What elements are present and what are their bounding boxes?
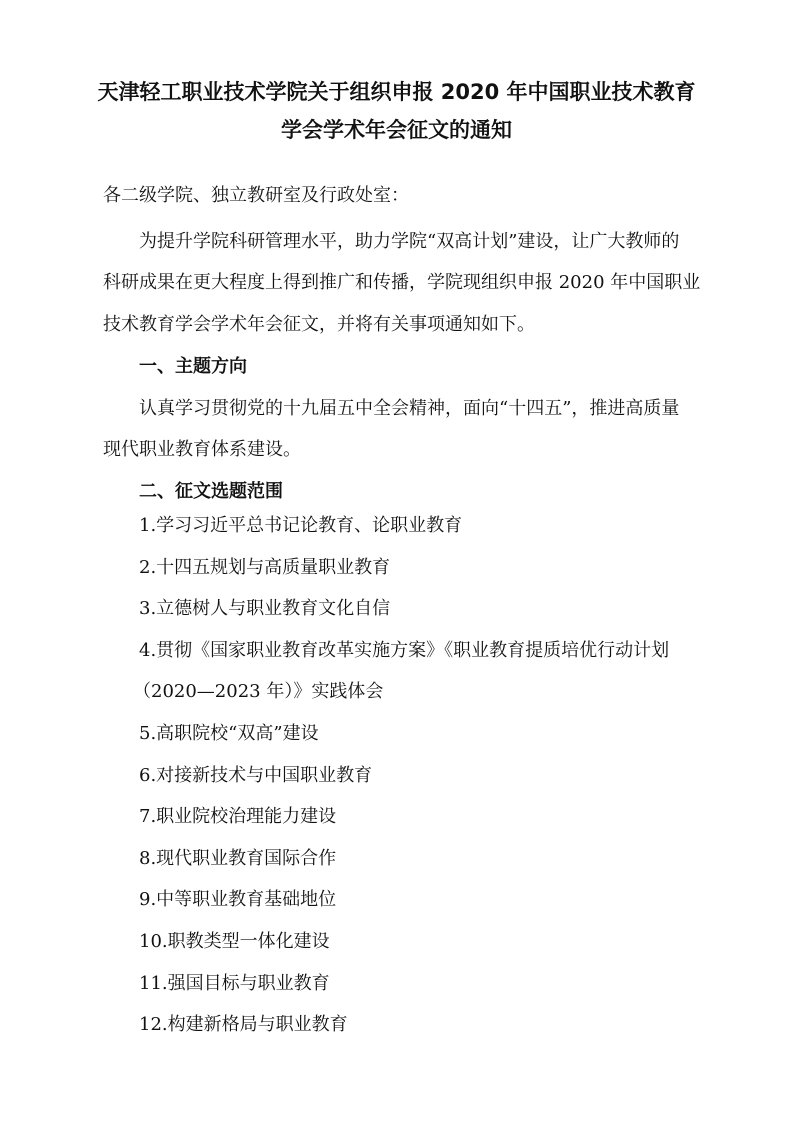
topic-item: 9.中等职业教育基础地位 <box>139 889 337 911</box>
topic-item: 12.构建新格局与职业教育 <box>139 1014 348 1036</box>
topic-item: 11.强国目标与职业教育 <box>139 972 330 994</box>
topics-list <box>133 512 719 1053</box>
topic-item: 7.职业院校治理能力建设 <box>139 806 337 828</box>
section-1-heading: 一、主题方向 <box>139 356 247 377</box>
document-title-line-1: 天津轻工职业技术学院关于组织申报 2020 年中国职业技术教育 <box>97 80 696 104</box>
topic-item-continuation: （2020—2023 年）》实践体会 <box>133 681 384 703</box>
topic-item: 3.立德树人与职业教育文化自信 <box>139 598 391 620</box>
section-2-heading: 二、征文选题范围 <box>139 481 283 502</box>
document-title-line-2: 学会学术年会征文的通知 <box>281 118 512 142</box>
topic-item: 8.现代职业教育国际合作 <box>139 847 337 869</box>
topic-item: 2.十四五规划与高质量职业教育 <box>139 556 391 578</box>
section-1-text-line-1: 认真学习贯彻党的十九届五中全会精神，面向“十四五”，推进高质量 <box>139 398 680 419</box>
intro-paragraph-line-3: 技术教育学会学术年会征文，并将有关事项通知如下。 <box>103 314 535 335</box>
topic-item: 5.高职院校“双高”建设 <box>139 722 319 744</box>
salutation: 各二级学院、独立教研室及行政处室： <box>103 185 409 206</box>
topic-item: 10.职教类型一体化建设 <box>139 930 330 952</box>
intro-paragraph-line-2: 科研成果在更大程度上得到推广和传播，学院现组织申报 2020 年中国职业 <box>103 272 701 293</box>
intro-paragraph-line-1: 为提升学院科研管理水平，助力学院“双高计划”建设，让广大教师的 <box>139 231 680 252</box>
topic-item: 1.学习习近平总书记论教育、论职业教育 <box>139 515 463 536</box>
topic-item: 4.贯彻《国家职业教育改革实施方案》《职业教育提质培优行动计划 <box>139 639 670 661</box>
section-1-text-line-2: 现代职业教育体系建设。 <box>103 439 301 460</box>
topic-item: 6.对接新技术与中国职业教育 <box>139 764 373 786</box>
